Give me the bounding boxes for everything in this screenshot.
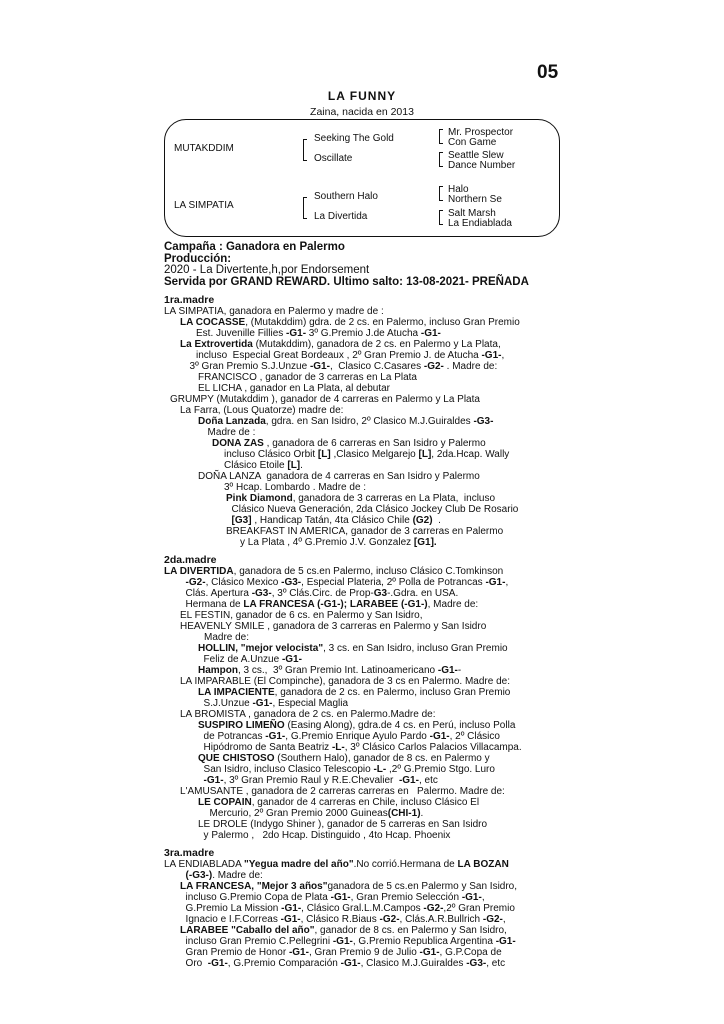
text-line (164, 405, 564, 416)
section-heading (164, 848, 564, 859)
text-line (164, 449, 564, 460)
text-segment: 3º G.Premio J.de Atucha (306, 328, 421, 340)
text-segment: Ignacio e I.F.Correas (180, 914, 281, 926)
text-line (164, 482, 564, 493)
text-segment: incluso G.Premio Copa de Plata (180, 892, 331, 904)
pedigree-g3: Mr. Prospector (448, 127, 514, 138)
text-line (164, 328, 564, 339)
bold-segment: -G3- (466, 958, 487, 970)
text-segment: LA BROMISTA , ganadora de 2 cs. en Palermo.Madre de: (180, 709, 436, 721)
text-line (164, 361, 564, 372)
bold-segment: LA COCASSE (180, 317, 246, 329)
text-segment: y Palermo , 2do Hcap. Distinguido , 4to Hcap. Phoenix (198, 830, 451, 842)
bold-segment: -G1- (332, 936, 353, 948)
text-segment: , 3º Clásico Carlos Palacios Villacampa. (344, 742, 522, 754)
bold-segment: DONA ZAS (212, 438, 264, 450)
bold-segment: -G2- (423, 361, 444, 373)
text-segment: LA ENDIABLADA (164, 859, 245, 871)
bold-segment: [L] (287, 460, 301, 472)
bold-segment: Hampon (198, 665, 238, 677)
bold-segment: [L] (418, 449, 432, 461)
text-line (164, 870, 564, 881)
text-line (164, 427, 564, 438)
bold-segment: (G2) (412, 515, 433, 527)
bold-segment: -G2- (180, 577, 206, 589)
bold-segment: -G1- (198, 775, 224, 787)
text-segment: 1ra.madre (164, 294, 215, 307)
text-line (164, 676, 564, 687)
text-segment: G.Premio La Mission (180, 903, 282, 915)
text-segment: S.J.Unzue (198, 698, 253, 710)
text-segment: , ganadora de 5 cs.en Palermo, incluso Clásico C.Tomkinson (233, 566, 504, 578)
text-segment: Mercurio, 2º Gran Premio 2000 Guineas (204, 808, 388, 820)
bold-segment: LA FRANCESA, "Mejor 3 años" (180, 881, 328, 893)
text-line (164, 819, 564, 830)
bold-segment: -G2- (423, 903, 444, 915)
text-segment: , ganador de 8 cs. en Palermo y San Isidro, (314, 925, 507, 937)
text-segment: -.Gdra. en USA. (387, 588, 459, 600)
text-segment: EL FESTIN, ganador de 6 cs. en Palermo y San Isidro, (180, 610, 423, 622)
text-line (164, 610, 564, 621)
served-line: Servida por GRAND REWARD. Ultimo salto: 13-08-2021- PREÑADA (164, 275, 529, 288)
text-segment: GRUMPY (Mutakddim ), ganador de 4 carreras en Palermo y La Plata (170, 394, 480, 406)
text-line (164, 515, 564, 526)
text-segment: , 3º Gran Premio Raul y R.E.Chevalier (223, 775, 399, 787)
bold-segment: -G2- (379, 914, 400, 926)
bold-segment: -G1- (485, 577, 506, 589)
production-2020: 2020 - La Divertente,h,por Endorsement (164, 264, 370, 277)
pedigree-dam-dam: La Divertida (314, 211, 368, 222)
text-segment: - (457, 665, 462, 677)
text-segment: DOÑA LANZA ganadora de 4 carreras en San Isidro y Palermo (198, 471, 480, 483)
bold-segment: Doña Lanzada (198, 416, 266, 428)
text-line (164, 504, 564, 515)
text-line (164, 720, 564, 731)
text-line (164, 958, 564, 969)
bold-segment: -G1- (420, 328, 441, 340)
bold-segment: -G1- (280, 914, 301, 926)
text-line (164, 306, 564, 317)
text-line (164, 599, 564, 610)
bracket (439, 152, 443, 167)
pedigree-dam: LA SIMPATIA (174, 200, 234, 211)
text-line (164, 808, 564, 819)
bold-segment: -G1- (281, 654, 302, 666)
text-segment: ,2º G.Premio Stgo. Luro (386, 764, 495, 776)
text-segment: , Clásico R.Biaus (300, 914, 380, 926)
bold-segment: -G1- (309, 361, 330, 373)
text-line (164, 687, 564, 698)
bold-segment: -G3- (281, 577, 302, 589)
campaign-line: Campaña : Ganadora en Palermo (164, 241, 345, 253)
text-segment: , Clásico Gral.L.M.Campos (301, 903, 424, 915)
text-segment: , Clasico M.J.Guiraldes (360, 958, 467, 970)
text-segment: , G.Premio Republica Argentina (352, 936, 496, 948)
bold-segment: -G1- (437, 665, 458, 677)
text-segment: , ganadora de 2 cs. en Palermo, incluso Gran Premio (274, 687, 511, 699)
text-line (164, 339, 564, 350)
bold-segment: -L- (331, 742, 345, 754)
text-segment: , Handicap Tatán, 4ta Clásico Chile (251, 515, 413, 527)
bracket (439, 186, 443, 201)
text-segment: , Gran Premio 9 de Julio (308, 947, 420, 959)
text-line (164, 643, 564, 654)
text-line (164, 830, 564, 841)
text-line (164, 621, 564, 632)
text-line (164, 632, 564, 643)
pedigree-g3: Northern Se (448, 194, 502, 205)
text-segment: Feliz de A.Unzue (198, 654, 282, 666)
text-segment: L'AMUSANTE , ganadora de 2 carreras carreras en Palermo. Madre de: (180, 786, 505, 798)
text-segment: . Madre de: (443, 361, 498, 373)
text-line (164, 317, 564, 328)
bold-segment: G3 (373, 588, 388, 600)
pedigree-notes (164, 242, 564, 969)
horse-name: LA FUNNY (327, 89, 397, 103)
text-segment: Hermana de (180, 599, 244, 611)
text-segment: EL LICHA , ganador en La Plata, al debutar (198, 383, 390, 395)
text-segment: . Madre de: (212, 870, 263, 882)
horse-description: Zaina, nacida en 2013 (310, 106, 414, 118)
text-segment: 2da.madre (164, 554, 217, 567)
bold-segment: LARABEE "Caballo del año" (180, 925, 315, 937)
bold-segment: -G1- (288, 947, 309, 959)
text-segment: LE DROLE (Indygo Shiner ), ganador de 5 carreras en San Isidro (198, 819, 488, 831)
text-line (164, 372, 564, 383)
bold-segment: [G3] (226, 515, 252, 527)
text-line (164, 526, 564, 537)
text-line (164, 654, 564, 665)
bold-segment: Pink Diamond (226, 493, 293, 505)
bold-segment: -G1- (481, 350, 502, 362)
lot-number: 05 (537, 62, 559, 83)
text-segment: incluso Gran Premio C.Pellegrini (180, 936, 333, 948)
text-segment: .No corrió.Hermana de (353, 859, 458, 871)
text-segment: , G.Premio Comparación (227, 958, 341, 970)
bold-segment: -G1- (265, 731, 286, 743)
text-segment: Hipódromo de Santa Beatriz (198, 742, 332, 754)
text-segment: , 3 cs., 3º Gran Premio Int. Latinoamericano (238, 665, 438, 677)
text-line (164, 947, 564, 958)
text-segment: (Mutakddim), ganadora de 2 cs. en Palermo y La Plata, (252, 339, 501, 351)
text-line (164, 438, 564, 449)
pedigree-g3: La Endiablada (448, 218, 512, 229)
text-segment: . (432, 515, 441, 527)
section-heading (164, 295, 564, 306)
pedigree-sire-dam: Oscillate (314, 153, 353, 164)
text-line (164, 566, 564, 577)
text-segment: HEAVENLY SMILE , ganadora de 3 carreras en Palermo y San Isidro (180, 621, 487, 633)
bold-segment: -G3- (473, 416, 494, 428)
text-segment: BREAKFAST IN AMERICA, ganador de 3 carreras en Palermo (226, 526, 504, 538)
text-segment: San Isidro, incluso Clasico Telescopio (198, 764, 374, 776)
pedigree-g3: Dance Number (448, 160, 516, 171)
text-segment: , G.Premio Enrique Ayulo Pardo (285, 731, 430, 743)
bold-segment: -G1- (252, 698, 273, 710)
pedigree-g3: Salt Marsh (448, 208, 496, 219)
text-line (164, 925, 564, 936)
text-segment: , gdra. en San Isidro, 2º Clasico M.J.Guiraldes (265, 416, 474, 428)
text-segment: de Potrancas (198, 731, 266, 743)
pedigree-sire: MUTAKDDIM (174, 143, 234, 154)
bold-segment: -G1- (286, 328, 307, 340)
bracket (303, 139, 307, 161)
text-segment: , Gran Premio Selección (350, 892, 462, 904)
text-segment: (Southern Halo), ganador de 8 cs. en Palermo y (274, 753, 490, 765)
bold-segment: LA DIVERTIDA (164, 566, 234, 578)
pedigree-dam-sire: Southern Halo (314, 191, 378, 202)
pedigree-g3: Seattle Slew (448, 150, 504, 161)
bracket (439, 210, 443, 225)
text-segment: y La Plata , 4º G.Premio J.V. Gonzalez (240, 537, 414, 549)
text-segment: FRANCISCO , ganador de 3 carreras en La Plata (198, 372, 417, 384)
text-segment: Gran Premio de Honor (180, 947, 289, 959)
text-segment: LA SIMPATIA, ganadora en Palermo y madre de : (164, 306, 384, 318)
text-segment: , etc (486, 958, 506, 970)
section-heading (164, 555, 564, 566)
text-segment: ganadora de 5 cs.en Palermo y San Isidro, (327, 881, 518, 893)
text-segment: Madre de: (204, 632, 250, 644)
text-segment: La Farra, (Lous Quatorze) madre de: (180, 405, 344, 417)
family-lines (164, 295, 564, 969)
bracket (303, 197, 307, 219)
bold-segment: La Extrovertida (180, 339, 253, 351)
text-line (164, 786, 564, 797)
text-line (164, 881, 564, 892)
text-segment: (Easing Along), gdra.de 4 cs. en Perú, incluso Polla (284, 720, 516, 732)
text-segment: , ganador de 4 carreras en Chile, incluso Clásico El (251, 797, 480, 809)
bold-segment: LA BOZAN (457, 859, 509, 871)
text-segment: , Clásico Mexico (205, 577, 282, 589)
text-segment: , G.P.Copa de (439, 947, 502, 959)
text-segment: , 2º Clásico (449, 731, 500, 743)
bold-segment: -G1- (429, 731, 450, 743)
text-segment: , etc (418, 775, 438, 787)
text-line (164, 797, 564, 808)
text-segment: , (481, 892, 485, 904)
pedigree-sire-sire: Seeking The Gold (314, 133, 394, 144)
text-line (164, 914, 564, 925)
text-segment: , ganadora de 6 carreras en San Isidro y Palermo (263, 438, 486, 450)
bold-segment: (-G3-) (180, 870, 213, 882)
bold-segment: -G1- (330, 892, 351, 904)
bold-segment: [L] (317, 449, 331, 461)
text-segment: incluso Clásico Orbit (224, 449, 318, 461)
text-line (164, 537, 564, 548)
text-line (164, 698, 564, 709)
text-segment: , 3 cs. en San Isidro, incluso Gran Premio (323, 643, 508, 655)
text-segment: , 3º Clás.Circ. de Prop- (271, 588, 374, 600)
text-segment: , Clás.A.R.Bullrich (399, 914, 483, 926)
text-segment: , 2da.Hcap. Wally (431, 449, 510, 461)
text-line (164, 709, 564, 720)
text-segment: Clásico Nueva Generación, 2da Clásico Jockey Club De Rosario (226, 504, 519, 516)
text-segment: , ganadora de 3 carreras en La Plata, incluso (292, 493, 496, 505)
text-line (164, 753, 564, 764)
text-line (164, 859, 564, 870)
text-segment: Est. Juvenille Fillies (196, 328, 287, 340)
text-line (164, 416, 564, 427)
text-segment: . (300, 460, 303, 472)
text-line (164, 460, 564, 471)
text-line (164, 493, 564, 504)
text-line (164, 577, 564, 588)
text-segment: LA IMPARABLE (El Compinche), ganadora de 3 cs en Palermo. Madre de: (180, 676, 510, 688)
text-segment: Oro (180, 958, 208, 970)
bold-segment: -G1- (461, 892, 482, 904)
text-segment: 3ra.madre (164, 847, 215, 860)
text-line (164, 764, 564, 775)
text-line (164, 742, 564, 753)
bold-segment: SUSPIRO LIMEÑO (198, 720, 285, 732)
bold-segment: LA IMPACIENTE (198, 687, 275, 699)
text-segment: incluso Especial Great Bordeaux , 2º Gran Premio J. de Atucha (196, 350, 482, 362)
text-segment: ,Clasico Melgarejo (330, 449, 419, 461)
text-line (164, 471, 564, 482)
production-label: Producción: (164, 252, 232, 265)
bold-segment: -G1- (340, 958, 361, 970)
text-line (164, 588, 564, 599)
text-line (164, 350, 564, 361)
bold-segment: -G1- (419, 947, 440, 959)
bold-segment: [G1]. (413, 537, 437, 549)
text-line (164, 936, 564, 947)
text-line (164, 383, 564, 394)
text-segment: , Clasico C.Casares (329, 361, 424, 373)
bold-segment: "Yegua madre del año" (244, 859, 354, 871)
bold-segment: -G2- (482, 914, 503, 926)
text-segment: 3º Gran Premio S.J.Unzue (184, 361, 310, 373)
text-line (164, 903, 564, 914)
bold-segment: -G1- (495, 936, 516, 948)
text-segment: , (505, 577, 509, 589)
text-line (164, 665, 564, 676)
bold-segment: LA FRANCESA (-G1-); LARABEE (-G1-) (243, 599, 428, 611)
text-segment: 3º Hcap. Lombardo . Madre de : (224, 482, 367, 494)
text-line (164, 394, 564, 405)
text-segment: , Especial Plateria, 2º Polla de Potrancas (301, 577, 486, 589)
text-line (164, 892, 564, 903)
text-segment: ,2º Gran Premio (443, 903, 515, 915)
bold-segment: QUE CHISTOSO (198, 753, 275, 765)
text-line (164, 731, 564, 742)
bold-segment: -G1- (398, 775, 419, 787)
bold-segment: -G3- (251, 588, 272, 600)
bold-segment: -G1- (281, 903, 302, 915)
bold-segment: LE COPAIN (198, 797, 252, 809)
text-segment: , Especial Maglia (272, 698, 349, 710)
pedigree-g3: Halo (448, 184, 469, 195)
text-line (164, 775, 564, 786)
text-segment: , (Mutakddim) gdra. de 2 cs. en Palermo, incluso Gran Premio (245, 317, 520, 329)
bracket (439, 129, 443, 144)
text-segment: Clásico Etoile (224, 460, 288, 472)
text-segment: Madre de : (202, 427, 256, 439)
text-segment: Clás. Apertura (180, 588, 252, 600)
bold-segment: HOLLIN, "mejor velocista" (198, 643, 324, 655)
bold-segment: -G1- (207, 958, 228, 970)
pedigree-g3: Con Game (448, 137, 497, 148)
text-segment: , (501, 350, 505, 362)
bold-segment: -L- (373, 764, 387, 776)
text-segment: . (420, 808, 424, 820)
text-segment: , Madre de: (427, 599, 479, 611)
bold-segment: (CHI-1) (387, 808, 421, 820)
text-segment: , (502, 914, 506, 926)
